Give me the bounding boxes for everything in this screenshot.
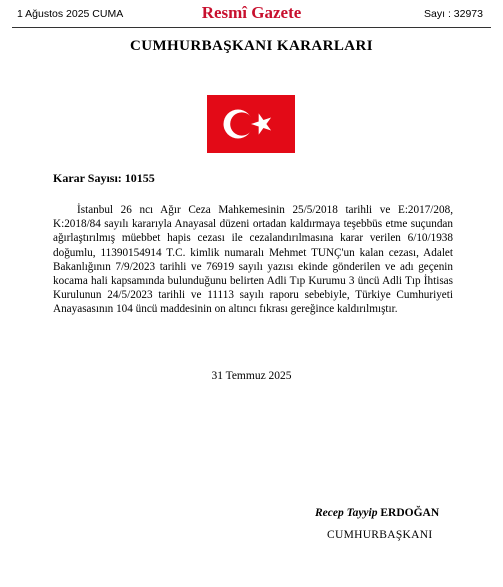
signatory-first-name: Recep Tayyip	[315, 507, 378, 519]
decree-number: Karar Sayısı: 10155	[53, 171, 155, 185]
header-divider	[12, 27, 491, 28]
issue-number: Sayı : 32973	[424, 8, 483, 20]
decree-date: 31 Temmuz 2025	[211, 370, 292, 382]
gazette-title: Resmî Gazete	[201, 3, 302, 22]
section-title: CUMHURBAŞKANI KARARLARI	[130, 38, 373, 54]
gazette-header	[0, 0, 503, 30]
turkish-flag-icon	[207, 95, 295, 153]
issue-date: 1 Ağustos 2025 CUMA	[17, 8, 124, 20]
decree-paragraph: İstanbul 26 ncı Ağır Ceza Mahkemesinin 25/5/2018 tarihli ve E:2017/208, K:2018/84 sayılı kararıyla Anayasal düzeni ortadan kaldırmaya teşebbüs etme suçundan ağırlaştırılmış müebbet hapis cezası ile cezalandırılmasına karar verilen 6/10/1938 doğumlu, 11390154914 T.C. kimlik numaralı Mehmet TUNÇ'un kalan cezası, Adalet Bakanlığının 7/9/2023 tarihli ve 76919 sayılı yazısı ekinde gönderilen ve adı geçenin kocama hali kapsamında bulunduğunu belirten Adli Tıp Kurumu 3 üncü Adli Tıp İhtisas Kurulunun 24/5/2023 tarihli ve 11113 sayılı raporu sebebiyle, Türkiye Cumhuriyeti Anayasasının 104 üncü maddesinin on altıncı fıkrası gereğince kaldırılmıştır.	[53, 204, 453, 316]
decree-body	[53, 203, 453, 317]
signatory-name	[315, 507, 439, 519]
signatory-surname: ERDOĞAN	[380, 507, 440, 519]
signatory-title: CUMHURBAŞKANI	[327, 529, 433, 541]
